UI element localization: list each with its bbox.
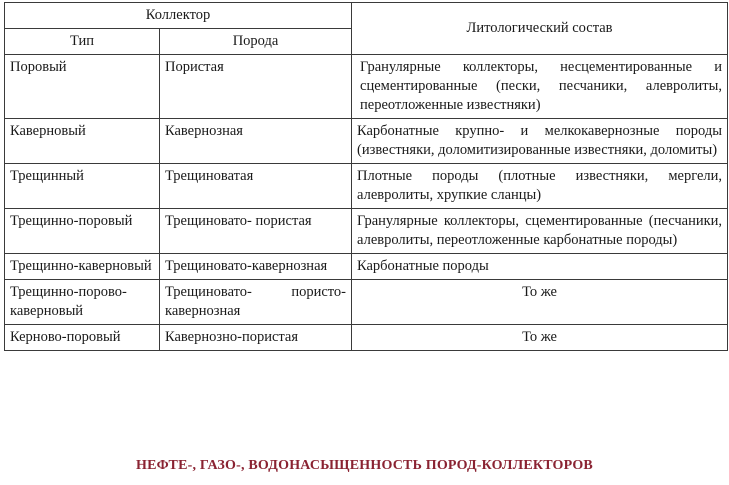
cell-lithology: Плотные породы (плотные известняки, мергели, алевролиты, хрупкие сланцы)	[352, 164, 728, 209]
cell-rock: Пористая	[160, 55, 352, 119]
cell-type: Керново-поровый	[5, 325, 160, 351]
header-lithology: Литологический состав	[352, 3, 728, 55]
header-type: Тип	[5, 29, 160, 55]
cell-lithology: Карбонатные крупно- и мелкокавернозные породы (известняки, доломитизированные известняки, доломиты)	[352, 119, 728, 164]
header-collector: Коллектор	[5, 3, 352, 29]
collector-table	[4, 2, 728, 351]
table-row	[5, 209, 728, 254]
cell-rock: Трещиновато- пористая	[160, 209, 352, 254]
header-row-group	[5, 3, 728, 29]
cell-rock: Кавернозная	[160, 119, 352, 164]
header-rock: Порода	[160, 29, 352, 55]
cell-lithology: Гранулярные коллекторы, сцементированные (песчаники, алевролиты, переотложенные карбонатные породы)	[352, 209, 728, 254]
table-row	[5, 119, 728, 164]
cell-rock: Кавернозно-пористая	[160, 325, 352, 351]
cell-type: Трещинно-порово-каверновый	[5, 280, 160, 325]
table-row	[5, 254, 728, 280]
cell-type: Трещинно-поровый	[5, 209, 160, 254]
cell-lithology: То же	[352, 280, 728, 325]
table-row	[5, 164, 728, 209]
table-row	[5, 55, 728, 119]
cell-rock: Трещиновато-кавернозная	[160, 254, 352, 280]
table-row	[5, 325, 728, 351]
cell-type: Трещинный	[5, 164, 160, 209]
cell-rock: Трещиноватая	[160, 164, 352, 209]
cell-lithology: Гранулярные коллекторы, несцементированные и сцементированные (пески, песчаники, алевролиты, переотложенные известняки)	[352, 55, 728, 119]
cell-rock: Трещиновато- пористо-кавернозная	[160, 280, 352, 325]
section-title: НЕФТЕ-, ГАЗО-, ВОДОНАСЫЩЕННОСТЬ ПОРОД-КОЛЛЕКТОРОВ	[136, 458, 593, 473]
cell-type: Каверновый	[5, 119, 160, 164]
cell-lithology: То же	[352, 325, 728, 351]
cell-type: Поровый	[5, 55, 160, 119]
cell-lithology: Карбонатные породы	[352, 254, 728, 280]
cell-type: Трещинно-каверновый	[5, 254, 160, 280]
table-row	[5, 280, 728, 325]
